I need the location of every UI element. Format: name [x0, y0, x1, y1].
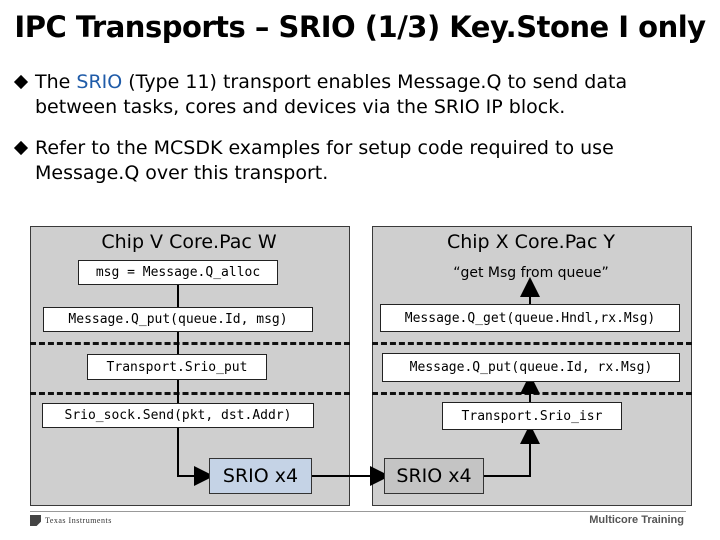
bullet-1-highlight: SRIO	[76, 71, 123, 93]
bullet-2-text: Refer to the MCSDK examples for setup code required to use Message.Q over this transport.	[35, 137, 614, 184]
slide-title: IPC Transports – SRIO (1/3) Key.Stone I only	[14, 10, 706, 44]
right-heading: Chip X Core.Pac Y	[446, 231, 616, 253]
transport-isr-box: Transport.Srio_isr	[442, 402, 622, 430]
message-put-box: Message.Q_put(queue.Id, msg)	[43, 307, 313, 332]
arrow-srio-to-isr	[484, 434, 530, 476]
bullet-1-post: (Type 11) transport enables Message.Q to send data between tasks, cores and devices via the SRIO IP block.	[35, 71, 628, 118]
bullet-1-pre: The	[35, 71, 77, 93]
right-srio-block: SRIO x4	[384, 458, 484, 494]
ti-logo-text: Texas Instruments	[45, 516, 112, 525]
sock-send-box: Srio_sock.Send(pkt, dst.Addr)	[42, 403, 314, 428]
ti-logo-icon	[30, 515, 41, 526]
left-srio-block: SRIO x4	[209, 458, 312, 494]
get-msg-note: “get Msg from queue”	[453, 265, 609, 281]
message-put-rx-box: Message.Q_put(queue.Id, rx.Msg)	[382, 353, 680, 382]
footer-title: Multicore Training	[589, 514, 684, 526]
left-heading: Chip V Core.Pac W	[101, 231, 277, 253]
message-alloc-box: msg = Message.Q_alloc	[78, 260, 278, 285]
message-get-box: Message.Q_get(queue.Hndl,rx.Msg)	[380, 304, 680, 332]
arrow-send-to-srio	[178, 427, 204, 476]
ti-logo	[30, 515, 112, 526]
footer-divider	[30, 511, 686, 512]
transport-put-box: Transport.Srio_put	[87, 354, 267, 380]
